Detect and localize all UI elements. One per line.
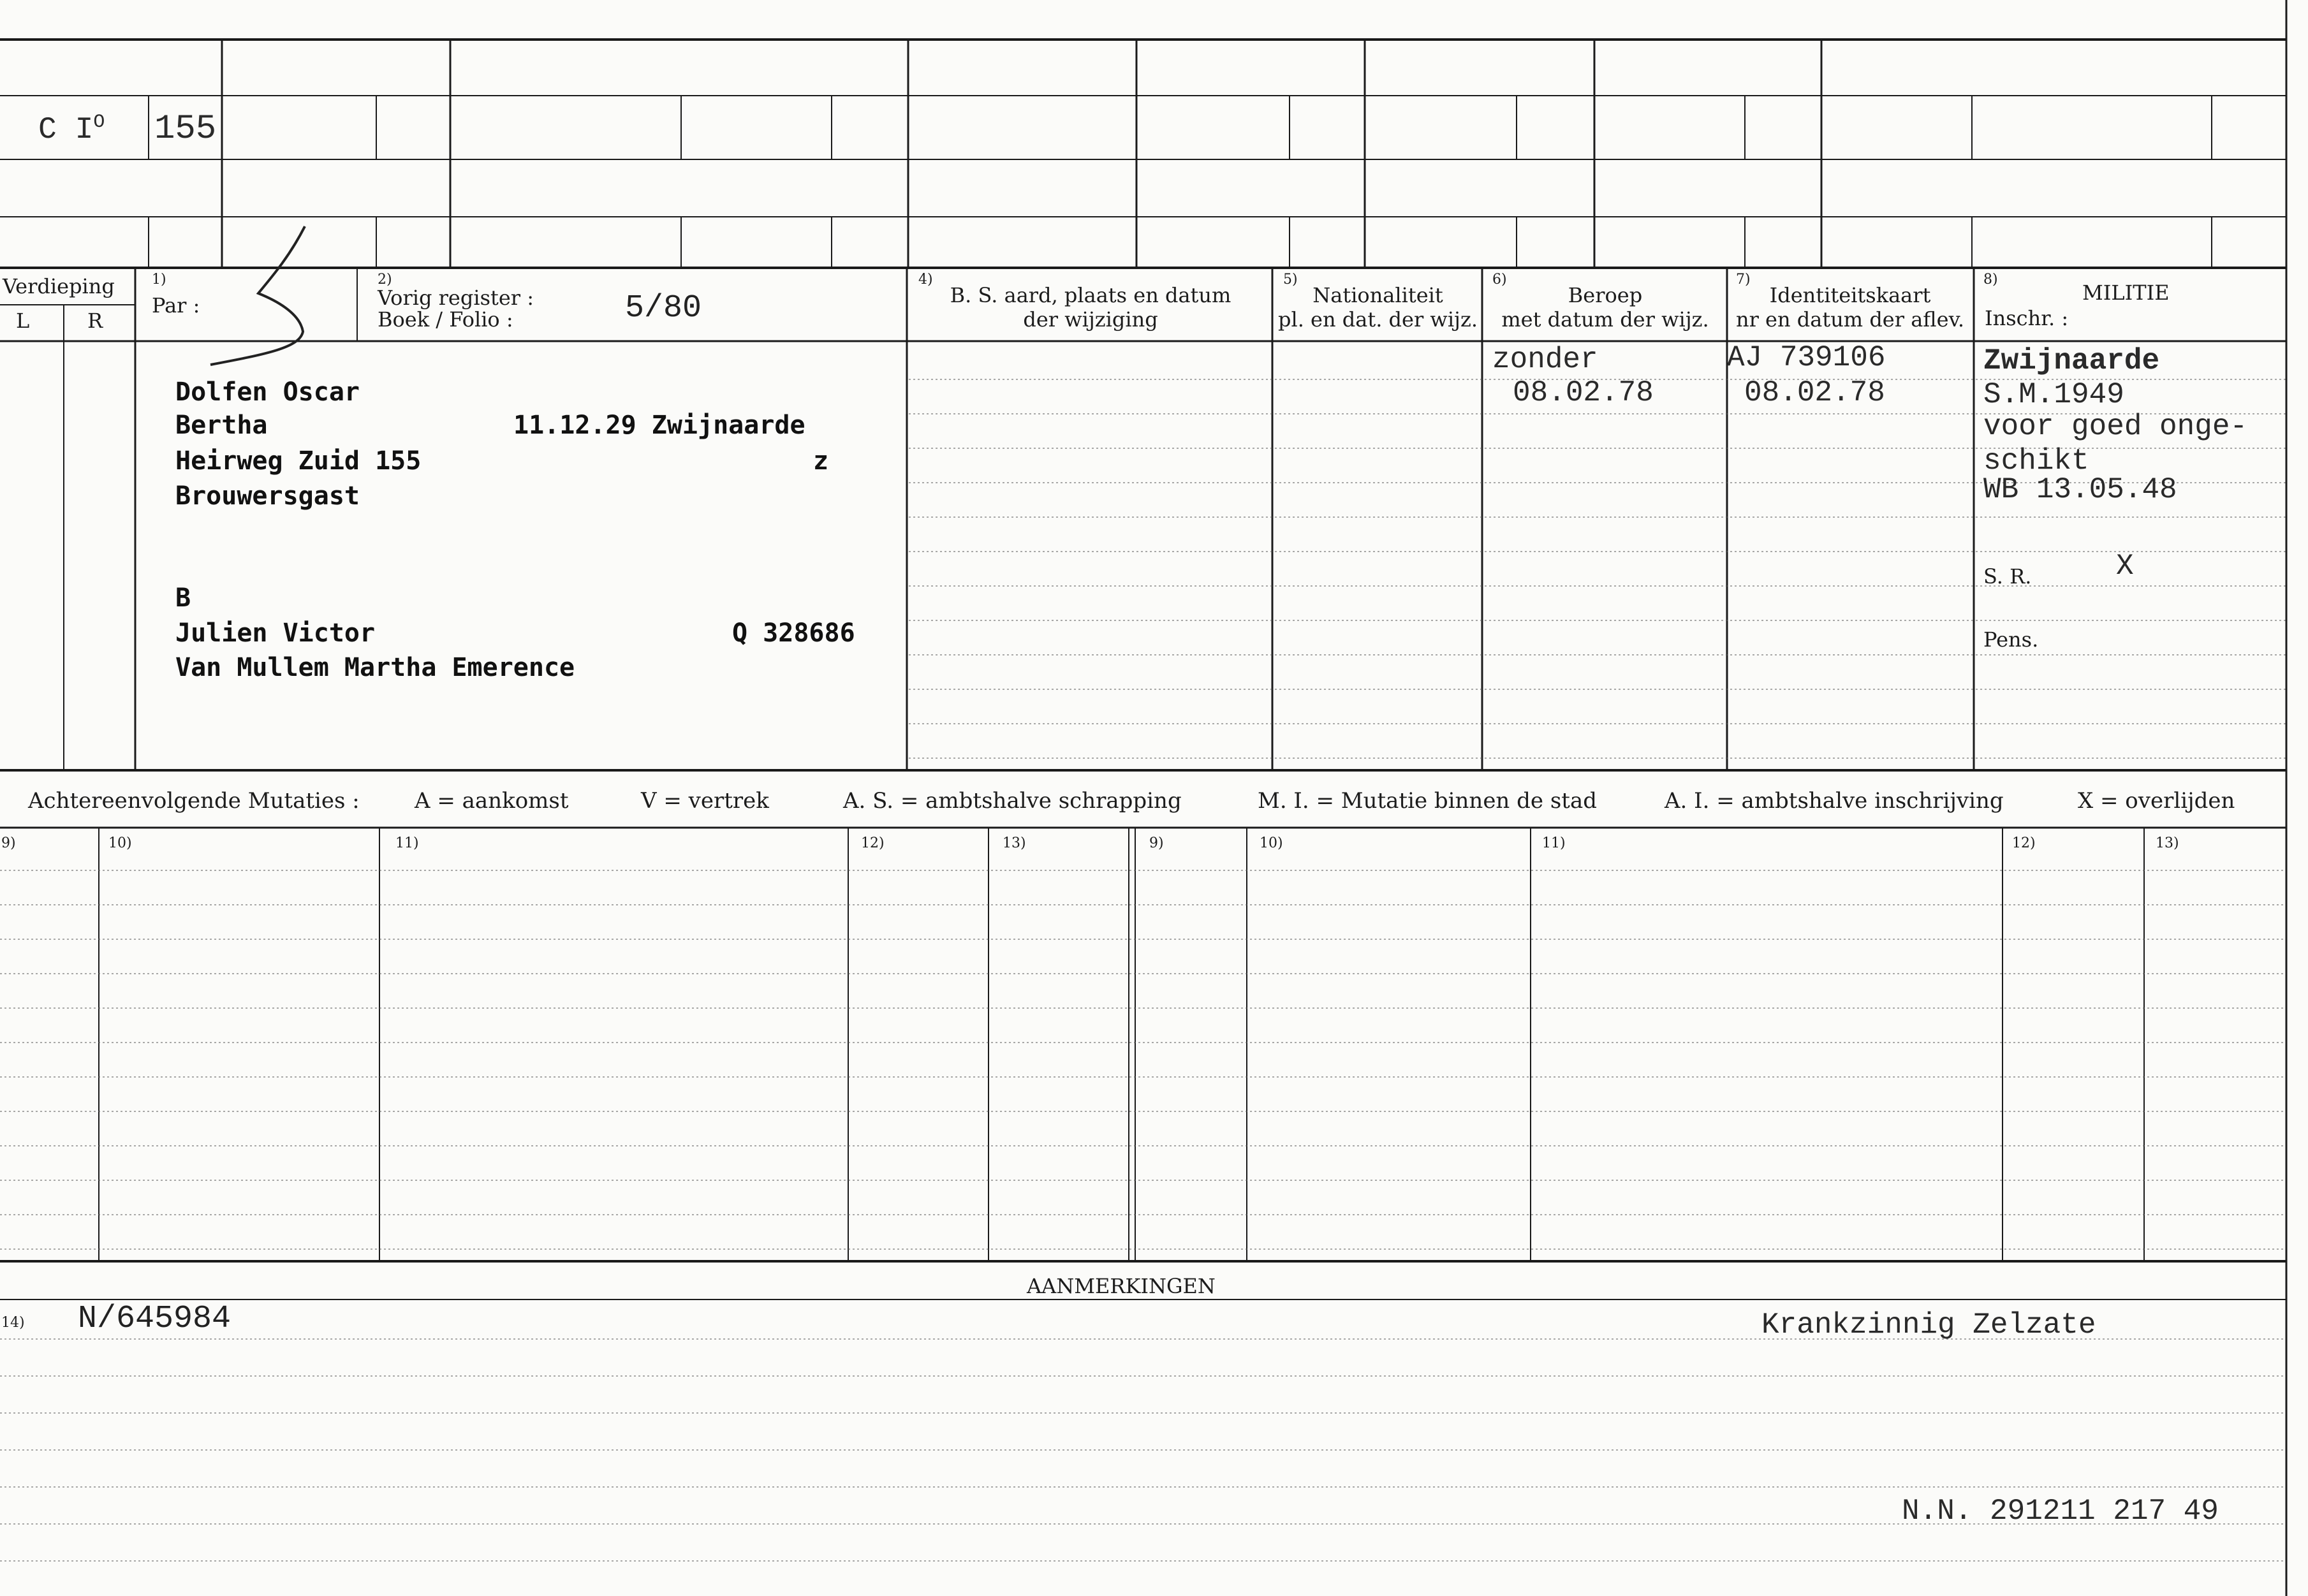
person-address: Heirweg Zuid 155	[175, 446, 422, 476]
mut-right-11: 11)	[1542, 835, 1566, 851]
person-mother: Van Mullem Martha Emerence	[175, 653, 575, 682]
militie-number: 8)	[1983, 272, 1998, 288]
mut-left-9: 9)	[1, 835, 16, 851]
id-card-date: 08.02.78	[1744, 376, 1885, 409]
militie-label: MILITIE	[2082, 281, 2170, 305]
boek-folio-value: 5/80	[625, 290, 702, 326]
mut-left-10: 10)	[108, 835, 132, 851]
person-mark-b: B	[175, 583, 191, 613]
bs-number: 4)	[918, 272, 933, 288]
mut-left-12: 12)	[861, 835, 885, 851]
par-number: 1)	[152, 272, 166, 288]
beroep-number: 6)	[1492, 272, 1507, 288]
bs-header: B. S. aard, plaats en datum der wijziging	[950, 283, 1231, 332]
l-label: L	[16, 309, 30, 333]
beroep-value: zonder	[1492, 343, 1598, 376]
beroep-header: Beroep met datum der wijz.	[1501, 283, 1709, 332]
mut-right-9: 9)	[1149, 835, 1164, 851]
person-father: Julien Victor	[175, 619, 376, 648]
legend-mi: M. I. = Mutatie binnen de stad	[1258, 788, 1597, 814]
person-mark-z: z	[813, 446, 829, 476]
id-card-number: AJ 739106	[1727, 341, 1886, 374]
boek-folio-label: Boek / Folio :	[378, 307, 513, 332]
vorig-register-label: Vorig register :	[378, 286, 534, 310]
mut-right-12: 12)	[2012, 835, 2036, 851]
remarks-nn: N.N. 291211 217 49	[1902, 1495, 2219, 1528]
remarks-note: Krankzinnig Zelzate	[1761, 1308, 2096, 1342]
inschr-label: Inschr. :	[1985, 306, 2069, 330]
person-name: Dolfen Oscar	[175, 377, 360, 407]
person-father-ref: Q 328686	[732, 619, 855, 648]
remarks-ref: N/645984	[78, 1301, 232, 1337]
r-label: R	[87, 309, 103, 333]
sr-label: S. R.	[1983, 564, 2032, 589]
handwritten-scrawl	[210, 226, 305, 365]
militie-place: Zwijnaarde	[1983, 344, 2160, 377]
person-line2: Bertha	[175, 411, 268, 440]
mut-right-10: 10)	[1260, 835, 1283, 851]
legend-v: V = vertrek	[641, 788, 769, 814]
person-line4: Brouwersgast	[175, 481, 360, 511]
id-number: 7)	[1736, 272, 1751, 288]
vorig-number: 2)	[378, 272, 392, 288]
sr-value: X	[2116, 550, 2134, 583]
militie-line2: S.M.1949	[1983, 378, 2124, 411]
legend-a: A = aankomst	[415, 788, 569, 814]
card-number: 155	[154, 110, 217, 149]
militie-line5: WB 13.05.48	[1983, 473, 2177, 506]
legend-x: X = overlijden	[2078, 788, 2235, 814]
nat-number: 5)	[1283, 272, 1298, 288]
mut-left-13: 13)	[1003, 835, 1026, 851]
id-header: Identiteitskaart nr en datum der aflev.	[1735, 283, 1965, 332]
legend-title: Achtereenvolgende Mutaties :	[28, 788, 360, 814]
remarks-title: AANMERKINGEN	[1027, 1274, 1216, 1298]
beroep-date: 08.02.78	[1513, 376, 1654, 409]
code-field: C $I^O$	[38, 112, 105, 147]
nat-header: Nationaliteit pl. en dat. der wijz.	[1277, 283, 1478, 332]
person-birth: 11.12.29 Zwijnaarde	[513, 411, 805, 440]
mut-right-13: 13)	[2156, 835, 2179, 851]
remarks-number: 14)	[1, 1315, 25, 1331]
militie-line4: schikt	[1983, 444, 2089, 478]
pens-label: Pens.	[1983, 627, 2039, 652]
par-label: Par :	[152, 293, 200, 318]
militie-line3: voor goed onge-	[1983, 410, 2248, 443]
mut-left-11: 11)	[395, 835, 419, 851]
legend-ai: A. I. = ambtshalve inschrijving	[1665, 788, 2004, 814]
legend-as: A. S. = ambtshalve schrapping	[843, 788, 1182, 814]
verdieping-label: Verdieping	[3, 274, 115, 298]
